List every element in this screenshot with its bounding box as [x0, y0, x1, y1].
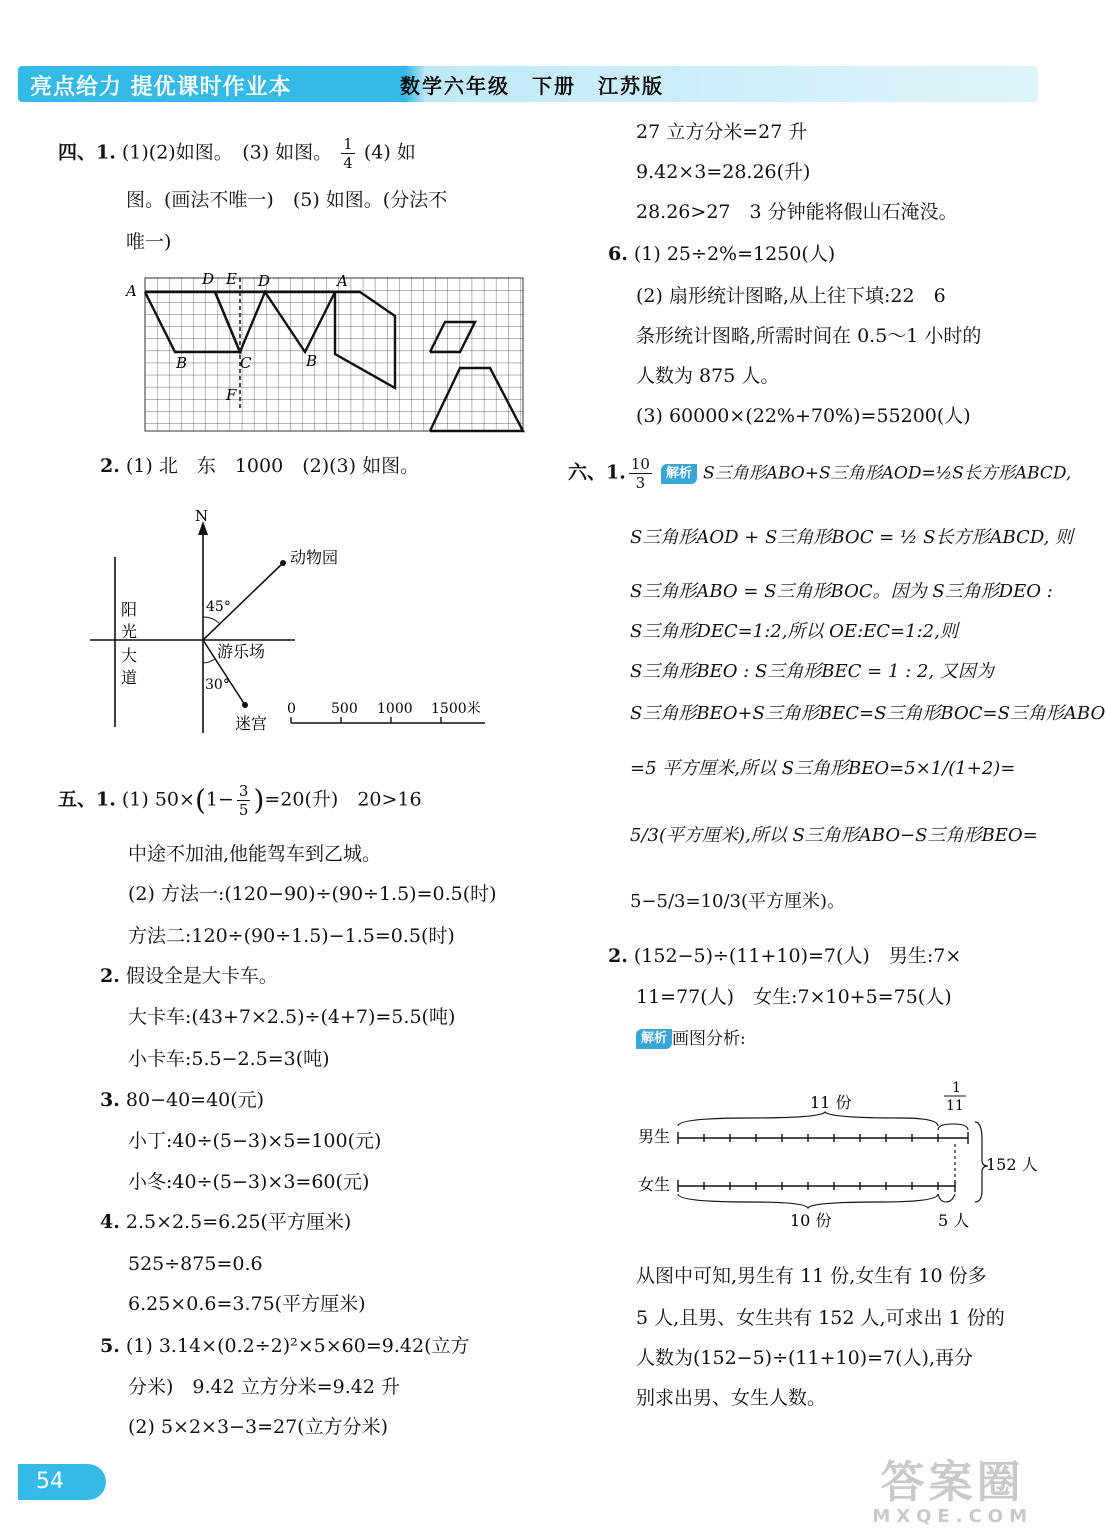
direction-map — [85, 505, 515, 745]
m-line4: S三角形DEC=1:2,所以 OE:EC=1:2,则 — [630, 621, 958, 642]
s5-q6-line1: 6. (1) 25÷2%=1250(人) — [608, 243, 836, 265]
fraction-quarter: $\frac{1}{4}$ — [343, 135, 353, 172]
s5-q5-line2: 分米) 9.42 立方分米=9.42 升 — [128, 1376, 401, 1398]
s6-q2-line1: 2. (152−5)÷(11+10)=7(人) 男生:7× — [608, 945, 962, 967]
road-char-2: 光 — [121, 622, 138, 641]
answer-fraction: $\frac{10}{3}$ — [630, 455, 650, 492]
s5-q3-line3: 小冬:40÷(5−3)×3=60(元) — [128, 1171, 370, 1193]
one-eleventh-num: 1 — [952, 1080, 961, 1096]
label-b1: B — [176, 354, 188, 372]
angle-30: 30° — [205, 677, 230, 693]
s5-q3-line1: 3. 80−40=40(元) — [100, 1089, 265, 1111]
s5-q5-line1: 5. (1) 3.14×(0.2÷2)²×5×60=9.42(立方 — [100, 1335, 470, 1357]
m-line7: =5 平方厘米,所以 S三角形BEO=5×1/(1+2)= — [630, 758, 1016, 779]
r-line2: 9.42×3=28.26(升) — [636, 161, 811, 183]
s5-q4-line1: 4. 2.5×2.5=6.25(平方厘米) — [100, 1211, 352, 1233]
s5-q1-line3: (2) 方法一:(120−90)÷(90÷1.5)=0.5(时) — [128, 883, 497, 905]
s6-q2-analysis: 解析 画图分析: — [636, 1024, 746, 1053]
label-a1: A — [126, 282, 137, 300]
label-d1: D — [202, 270, 215, 288]
label-c: C — [240, 354, 252, 372]
m-line3: S三角形ABO = S三角形BOC。因为 S三角形DEO : — [630, 581, 1053, 602]
label-d2: D — [258, 272, 271, 290]
r-line6: 条形统计图略,所需时间在 0.5～1 小时的 — [636, 325, 982, 347]
label-e: E — [226, 270, 237, 288]
scale-500: 500 — [331, 701, 358, 717]
r-line7: 人数为 875 人。 — [636, 365, 780, 387]
e-line3: 人数为(152−5)÷(11+10)=7(人),再分 — [636, 1347, 973, 1369]
s5-q3-line2: 小丁:40÷(5−3)×5=100(元) — [128, 1130, 382, 1152]
zoo-point — [280, 560, 286, 566]
e-line2: 5 人,且男、女生共有 152 人,可求出 1 份的 — [636, 1307, 1005, 1329]
m-line5: S三角形BEO : S三角形BEC = 1 : 2, 又因为 — [630, 661, 994, 682]
eleven-parts: 11 份 — [810, 1093, 852, 1112]
ten-parts: 10 份 — [790, 1211, 832, 1230]
label-b2: B — [306, 352, 318, 370]
s5-q4-line2: 525÷875=0.6 — [128, 1253, 263, 1275]
r-line1: 27 立方分米=27 升 — [636, 121, 808, 143]
female-label: 女生 — [638, 1175, 671, 1194]
m-line6: S三角形BEO+S三角形BEC=S三角形BOC=S三角形ABO — [630, 703, 1105, 724]
road-char-4: 道 — [121, 668, 138, 687]
m-line2: S三角形AOD + S三角形BOC = ½ S长方形ABCD, 则 — [630, 527, 1074, 548]
female-bar — [678, 1180, 955, 1192]
s6-q1-line1: 六、1. $\frac{10}{3}$ 解析 S三角形ABO+S三角形AOD=½S长方形ABCD, — [568, 455, 1072, 492]
zoo-label: 动物园 — [290, 548, 339, 567]
s4-q1-line2: 图。(画法不唯一) (5) 如图。(分法不 — [126, 189, 448, 211]
page-number: 54 — [18, 1464, 106, 1500]
label-a2: A — [337, 272, 348, 290]
m-line9: 5−5/3=10/3(平方厘米)。 — [630, 891, 846, 912]
r-line3: 28.26>27 3 分钟能将假山石淹没。 — [636, 201, 958, 223]
grid-figure — [120, 268, 530, 438]
s5-q5-line3: (2) 5×2×3−3=27(立方分米) — [128, 1416, 388, 1438]
s5-q1-line4: 方法二:120÷(90÷1.5)−1.5=0.5(时) — [128, 925, 455, 947]
e-line1: 从图中可知,男生有 11 份,女生有 10 份多 — [636, 1265, 987, 1287]
s4-q2-line: 2. (1) 北 东 1000 (2)(3) 如图。 — [100, 455, 420, 477]
label-f: F — [226, 386, 237, 404]
s5-q2-line3: 小卡车:5.5−2.5=3(吨) — [128, 1048, 330, 1070]
park-label: 游乐场 — [217, 642, 266, 661]
one-eleventh-den: 11 — [946, 1098, 964, 1114]
book-subject: 数学六年级 下册 江苏版 — [400, 74, 664, 98]
s5-q2-line2: 大卡车:(43+7×2.5)÷(4+7)=5.5(吨) — [128, 1006, 456, 1028]
book-brand: 亮点给力 提优课时作业本 — [30, 75, 292, 100]
male-label: 男生 — [638, 1127, 671, 1146]
s4-q1-line1: 四、1. (1)(2)如图。 (3) 如图。 $\frac{1}{4}$ (4) 如 — [58, 135, 416, 172]
male-bar — [678, 1132, 968, 1144]
watermark-logo: 答案圈 MXQE.COM — [872, 1457, 1033, 1527]
maze-point — [242, 702, 248, 708]
m-line8: 5/3(平方厘米),所以 S三角形ABO−S三角形BEO= — [630, 825, 1038, 846]
scale-1000: 1000 — [377, 701, 413, 717]
road-char-1: 阳 — [121, 600, 138, 619]
road-char-3: 大 — [121, 646, 138, 665]
scale-0: 0 — [287, 701, 296, 717]
north-label: N — [195, 507, 209, 525]
angle-45: 45° — [206, 599, 231, 615]
s5-q2-line1: 2. 假设全是大卡车。 — [100, 965, 278, 987]
five-people: 5 人 — [938, 1211, 970, 1230]
maze-label: 迷宫 — [235, 714, 268, 733]
segment-diagram — [630, 1080, 1045, 1235]
s5-q1-line1: 五、1. (1) 50×(1− $\frac{3}{5}$ )=20(升) 20>16 — [58, 782, 422, 819]
analysis-tag: 解析 — [661, 464, 697, 484]
r-line8: (3) 60000×(22%+70%)=55200(人) — [636, 405, 971, 427]
s4-q1-line3: 唯一) — [126, 231, 172, 253]
s5-q4-line3: 6.25×0.6=3.75(平方厘米) — [128, 1293, 366, 1315]
e-line4: 别求出男、女生人数。 — [636, 1387, 827, 1409]
total-people: 152 人 — [986, 1155, 1038, 1174]
s6-q2-line2: 11=77(人) 女生:7×10+5=75(人) — [636, 986, 952, 1008]
s5-q1-line2: 中途不加油,他能驾车到乙城。 — [128, 843, 382, 865]
r-line5: (2) 扇形统计图略,从上往下填:22 6 — [636, 285, 946, 307]
scale-1500: 1500米 — [431, 701, 481, 717]
scale-bar — [287, 700, 485, 723]
